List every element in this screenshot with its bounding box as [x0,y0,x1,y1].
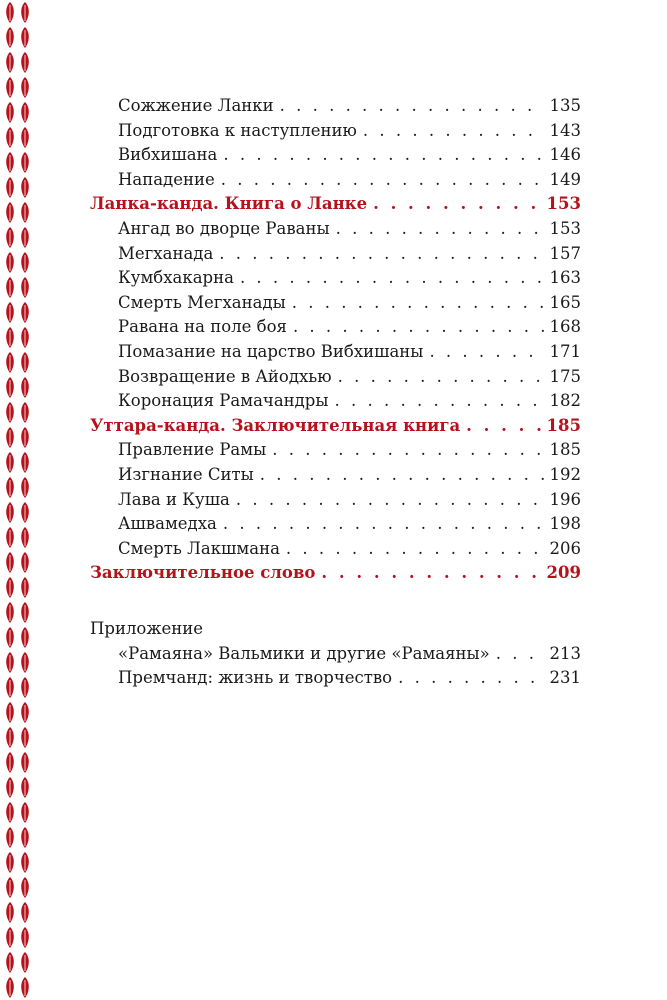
leaf-ornament-icon [6,527,29,548]
toc-page-number: 196 [549,489,581,509]
leaf-ornament-icon [6,277,29,298]
toc-entry-title: Сожжение Ланки [118,96,274,115]
dot-leader [335,389,544,414]
toc-page-number: 135 [549,96,581,115]
toc-entry-title: Кумбхакарна [118,268,234,288]
dot-leader [240,266,544,291]
toc-entry-title: Ланка-канда. Книга о Ланке [90,194,368,214]
dot-leader [236,488,544,513]
dot-leader [363,119,544,144]
leaf-ornament-border [0,0,40,1000]
leaf-ornament-icon [6,877,29,898]
toc-page-number: 192 [549,464,581,484]
toc-entry-title: Ангад во дворце Раваны [118,218,330,238]
dot-leader [336,217,544,242]
toc-main-list [90,94,581,586]
leaf-ornament-icon [6,202,29,223]
leaf-ornament-icon [6,102,29,123]
appendix-title: Приложение [90,618,204,638]
toc-entry-title: Правление Рамы [118,440,267,460]
leaf-ornament-icon [6,252,29,273]
toc-entry-title: Премчанд: жизнь и творчество [118,668,393,688]
appendix-list [90,642,581,691]
leaf-ornament-icon [6,577,29,598]
dot-leader [398,666,543,691]
toc-entry-title: Изгнание Ситы [118,464,254,484]
dot-leader [221,168,544,193]
leaf-ornament-icon [6,927,29,948]
leaf-ornament-icon [6,52,29,73]
toc-chapter-row[interactable] [90,438,581,463]
leaf-ornament-icon [6,177,29,198]
dot-leader [280,94,544,119]
toc-chapter-row[interactable] [90,266,581,291]
toc-page-number: 168 [549,317,581,337]
toc-entry-title: Вибхишана [118,145,218,165]
dot-leader [373,192,540,217]
leaf-ornament-icon [6,152,29,173]
leaf-ornament-icon [6,452,29,473]
leaf-ornament-icon [6,952,29,973]
toc-page-number: 163 [549,268,581,288]
leaf-ornament-icon [6,702,29,723]
toc-chapter-row[interactable] [90,94,581,119]
toc-entry-title: Возвращение в Айодхью [118,366,332,386]
toc-chapter-row[interactable] [90,537,581,562]
leaf-ornament-icon [6,627,29,648]
toc-page-number: 146 [549,145,581,165]
toc-chapter-row[interactable] [90,168,581,193]
toc-page-number: 165 [549,292,581,312]
leaf-ornament-icon [6,2,29,23]
toc-chapter-row[interactable] [90,143,581,168]
toc-chapter-row[interactable] [90,291,581,316]
leaf-ornament-icon [6,777,29,798]
toc-page-number: 171 [549,341,581,361]
dot-leader [223,143,543,168]
dot-leader [292,291,544,316]
dot-leader [338,365,544,390]
leaf-ornament-icon [6,827,29,848]
dot-leader [260,463,544,488]
toc-section-row[interactable] [90,192,581,217]
toc-section-row[interactable] [90,561,581,586]
leaf-ornament-icon [6,902,29,923]
leaf-ornament-icon [6,552,29,573]
leaf-ornament-icon [6,27,29,48]
toc-entry-title: Смерть Мегханады [118,292,286,312]
toc-entry-title: Уттара-канда. Заключительная книга [90,415,461,435]
leaf-ornament-icon [6,977,29,998]
toc-page-number: 182 [549,391,581,411]
leaf-ornament-icon [6,752,29,773]
leaf-ornament-icon [6,227,29,248]
toc-chapter-row[interactable] [90,242,581,267]
toc-chapter-row[interactable] [90,217,581,242]
dot-leader [429,340,543,365]
leaf-ornament-icon [6,77,29,98]
leaf-ornament-icon [6,402,29,423]
toc-page-number: 198 [549,514,581,534]
leaf-ornament-icon [6,427,29,448]
dot-leader [219,242,543,267]
toc-entry-title: Ашвамедха [118,514,217,534]
toc-entry-title: Помазание на царство Вибхишаны [118,341,424,361]
toc-chapter-row[interactable] [90,512,581,537]
section-spacer [90,586,581,616]
toc-entry-title: Лава и Куша [118,489,230,509]
toc-entry-title: Подготовка к наступлению [118,120,357,140]
toc-chapter-row[interactable] [90,119,581,144]
leaf-ornament-icon [6,677,29,698]
leaf-ornament-icon [6,127,29,148]
toc-page-number: 185 [549,440,581,460]
toc-entry-title: Равана на поле боя [118,317,287,337]
toc-page-number: 213 [549,643,581,663]
toc-entry-title: Мегханада [118,243,214,263]
dot-leader [293,315,544,340]
toc-page-number: 206 [549,538,581,558]
toc-chapter-row[interactable] [90,389,581,414]
leaf-ornament-icon [6,602,29,623]
toc-page-number: 157 [549,243,581,263]
toc-chapter-row[interactable] [90,365,581,390]
leaf-ornament-icon [6,327,29,348]
leaf-ornament-icon [6,802,29,823]
toc-page-number: 143 [549,120,581,140]
toc-entry-title: Заключительное слово [90,563,316,583]
toc-chapter-row[interactable] [90,642,581,667]
dot-leader [466,414,540,439]
toc-chapter-row[interactable] [90,666,581,691]
dot-leader [286,537,544,562]
leaf-ornament-icon [6,502,29,523]
table-of-contents [90,94,581,691]
toc-page-number: 175 [549,366,581,386]
leaf-ornament-icon [6,652,29,673]
toc-page-number: 153 [546,194,581,214]
toc-entry-title: Нападение [118,169,215,189]
dot-leader [321,561,540,586]
dot-leader [496,642,544,667]
toc-page-number: 209 [546,563,581,583]
toc-page-number: 149 [549,169,581,189]
toc-page-number: 153 [549,218,581,238]
toc-chapter-row[interactable] [90,315,581,340]
toc-page-number: 231 [549,668,581,688]
toc-entry-title: «Рамаяна» Вальмики и другие «Рамаяны» [118,643,490,663]
toc-chapter-row[interactable] [90,340,581,365]
toc-page-number: 185 [546,415,581,435]
leaf-ornament-icon [6,727,29,748]
leaf-ornament-icon [6,477,29,498]
leaf-ornament-icon [6,352,29,373]
leaf-ornament-icon [6,377,29,398]
toc-entry-title: Смерть Лакшмана [118,538,280,558]
toc-section-row[interactable] [90,414,581,439]
toc-entry-title: Коронация Рамачандры [118,391,329,411]
toc-chapter-row[interactable] [90,488,581,513]
toc-chapter-row[interactable] [90,463,581,488]
dot-leader [272,438,543,463]
leaf-ornament-icon [6,852,29,873]
dot-leader [223,512,544,537]
leaf-ornament-icon [6,302,29,323]
